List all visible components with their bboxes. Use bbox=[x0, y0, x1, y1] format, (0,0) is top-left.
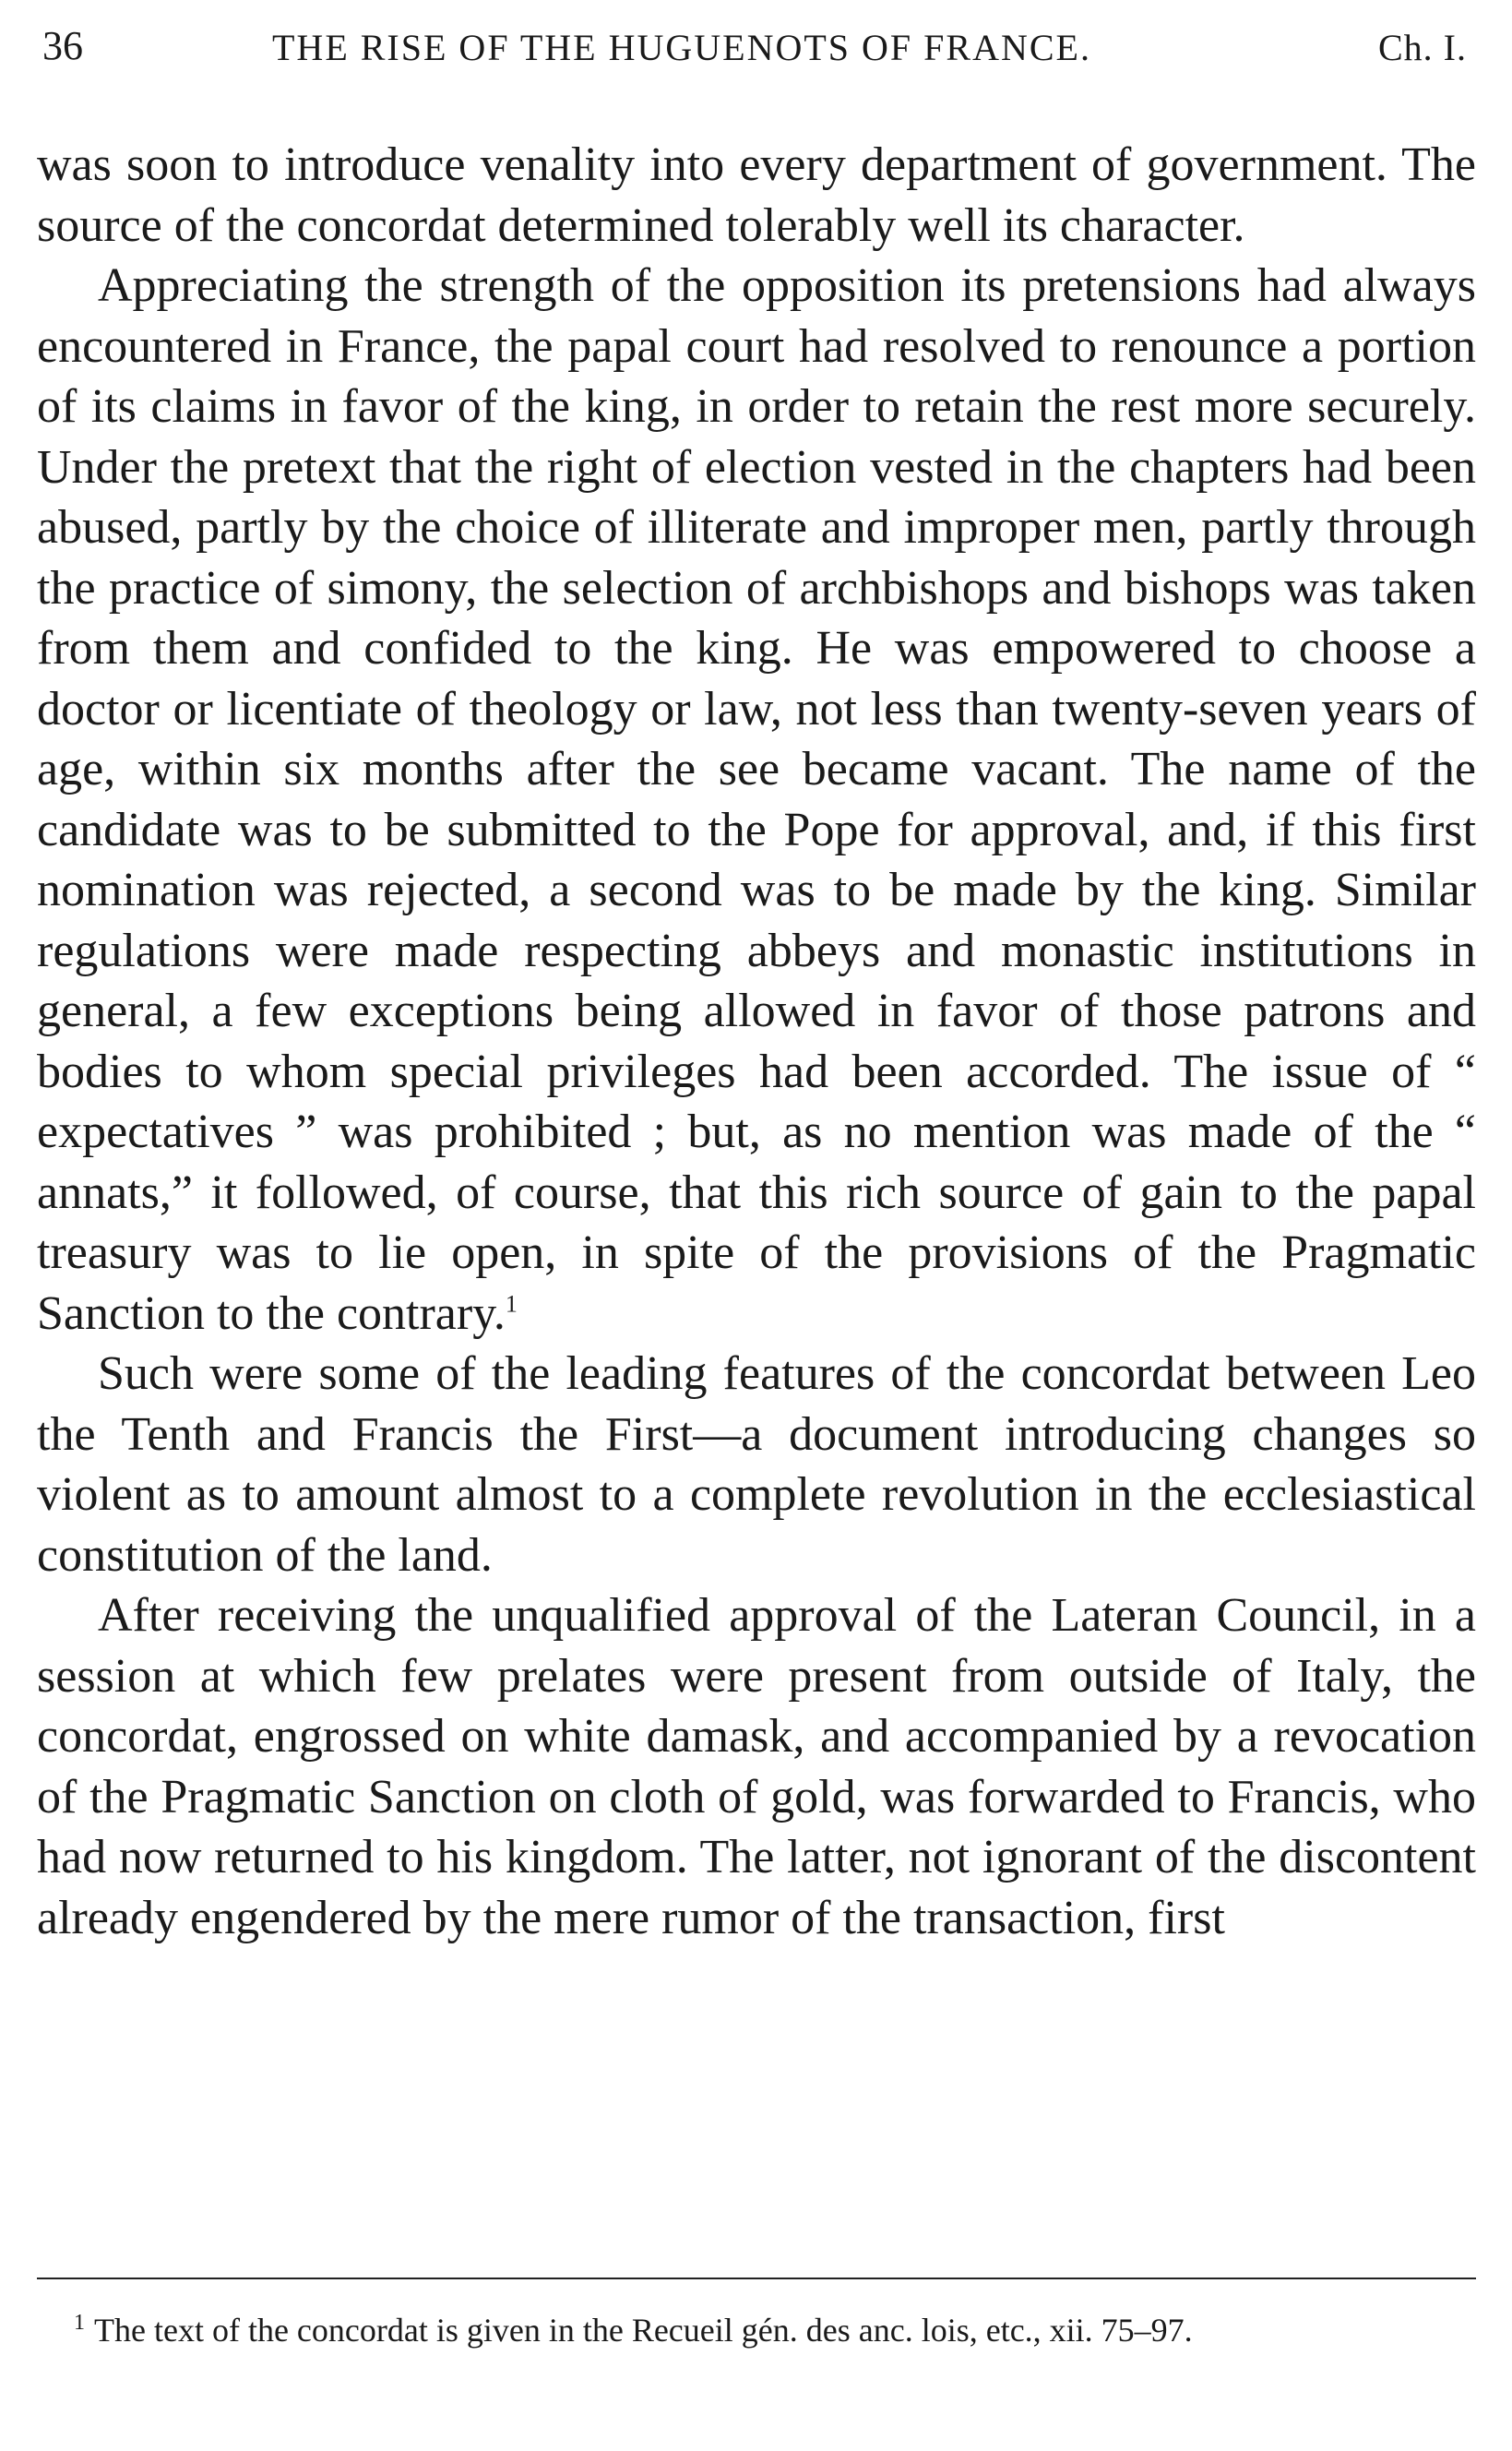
paragraph-2 bbox=[37, 256, 1476, 1344]
page-number: 36 bbox=[42, 23, 83, 68]
footnote-text: The text of the concordat is given in the Recueil gén. des anc. lois, etc., xii. 75–97. bbox=[94, 2312, 1193, 2349]
paragraph-1 bbox=[37, 135, 1476, 256]
chapter-reference: Ch. I. bbox=[1378, 27, 1467, 68]
body-text bbox=[37, 135, 1476, 1948]
running-head bbox=[37, 17, 1476, 76]
footnote: 1 The text of the concordat is given in the Recueil gén. des anc. lois, etc., xii. 75–97. bbox=[74, 2311, 1193, 2349]
paragraph-3-text: Such were some of the leading features of the concordat between Leo the Tenth and Francis the First—a document introducing changes so violent as to amount almost to a complete revolution in the ecclesiastical constitution of the land. bbox=[37, 1347, 1476, 1582]
paragraph-1-text: was soon to introduce venality into every department of government. The source of the concordat determined tolerably well its character. bbox=[37, 138, 1476, 252]
running-title: THE RISE OF THE HUGUENOTS OF FRANCE. bbox=[272, 27, 1091, 68]
footnote-divider bbox=[37, 2278, 1476, 2279]
book-page bbox=[37, 17, 1476, 1948]
paragraph-4 bbox=[37, 1585, 1476, 1948]
paragraph-2-text: Appreciating the strength of the opposition its pretensions had always encountered in France, the papal court had resolved to renounce a portion of its claims in favor of the king, in order to retain the rest more securely. Under the pretext that the right of election vested in the chapters had been abused, partly by the choice of illiterate and improper men, partly through the practice of simony, the selection of archbishops and bishops was taken from them and confided to the king. He was empowered to choose a doctor or licentiate of theology or law, not less than twenty-seven years of age, within six months after the see became vacant. The name of the candidate was to be submitted to the Pope for approval, and, if this first nomination was rejected, a second was to be made by the king. Similar regulations were made respecting abbeys and monastic institutions in general, a few exceptions being allowed in favor of those patrons and bodies to whom special privileges had been accorded. The issue of “ expectatives ” was prohibited ; but, as no mention was made of the “ annats,” it followed, of course, that this rich source of gain to the papal treasury was to lie open, in spite of the provisions of the Pragmatic Sanction to the contrary. bbox=[37, 259, 1476, 1340]
paragraph-4-text: After receiving the unqualified approval of the Lateran Council, in a session at which few prelates were present from outside of Italy, the concordat, engrossed on white damask, and accompanied by a revocation of the Pragmatic Sanction on cloth of gold, was forwarded to Francis, who had now returned to his kingdom. The latter, not ignorant of the discontent already engendered by the mere rumor of the transaction, first bbox=[37, 1589, 1476, 1944]
paragraph-3 bbox=[37, 1344, 1476, 1585]
footnote-reference[interactable]: 1 bbox=[505, 1290, 518, 1318]
